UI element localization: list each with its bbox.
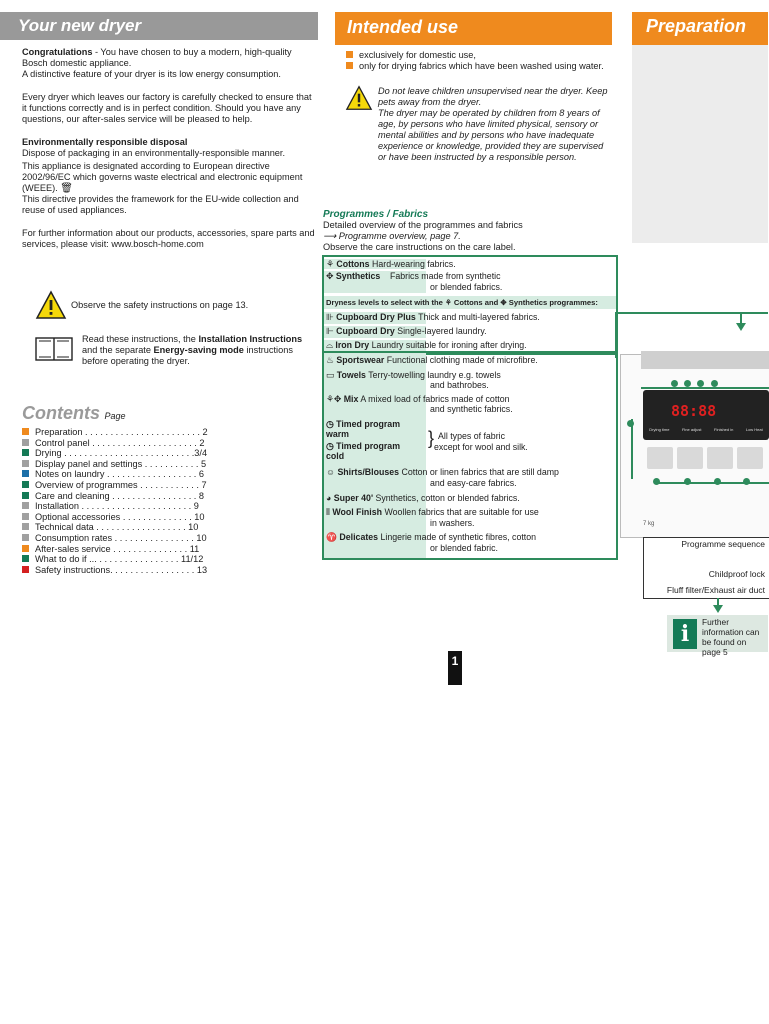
factory-text: Every dryer which leaves our factory is carefully checked to ensure that it functions correctly and is in perfect condition. Should you have any questions, our after-sales service will be pleased to help.	[22, 92, 312, 124]
contents-item-label: What to do if ... . . . . . . . . . . . . . . . . 11/12	[35, 554, 204, 565]
bullet-icon	[22, 481, 29, 488]
callout-dot	[714, 478, 721, 485]
label-fluff-filter: Fluff filter/Exhaust air duct	[666, 585, 765, 595]
arrow-down-icon	[713, 605, 723, 613]
info-icon: i	[673, 619, 697, 649]
warning-text-2: The dryer may be operated by children from 8 years of age, by persons who have limited physical, sensory or mental abilities and by persons who have inadequate experience or knowledge, provided they are supervised or have been instructed by a responsible person.	[378, 108, 604, 162]
contents-page-label: Page	[104, 411, 126, 421]
info-text: Further information can be found on page 5	[702, 617, 760, 657]
contents-item[interactable]	[22, 544, 242, 555]
programmes-intro-2: ⟶ Programme overview, page 7.	[323, 231, 461, 241]
callout-dot	[671, 380, 678, 387]
panel-button-4[interactable]	[737, 447, 763, 469]
contents-heading	[22, 403, 125, 424]
programmes-title: Programmes / Fabrics	[323, 209, 429, 220]
towels-icon: ▭	[326, 370, 335, 380]
info-box	[667, 615, 768, 657]
header-title: Your new dryer	[18, 16, 142, 35]
book-icon	[34, 335, 74, 368]
cottons-desc: Hard-wearing fabrics.	[372, 259, 456, 269]
contents-item-label: Overview of programmes . . . . . . . . . . . . 7	[35, 479, 207, 490]
warning-triangle-icon	[36, 291, 66, 324]
read-text-5: instructions before operating the dryer.	[82, 345, 293, 366]
contents-item[interactable]	[22, 512, 242, 523]
capacity-label: 7 kg	[643, 521, 655, 527]
header-your-new-dryer	[0, 12, 318, 40]
contents-item[interactable]	[22, 565, 242, 576]
weee-bin-icon: 🗑	[60, 183, 73, 194]
shirts-desc-1: Cotton or linen fabrics that are still damp	[401, 467, 559, 477]
wool-desc-2: in washers.	[430, 518, 475, 528]
callout-line	[641, 387, 769, 389]
panel-button-3[interactable]	[707, 447, 733, 469]
clock-icon: ◷	[326, 419, 334, 429]
programme-sportswear	[324, 355, 616, 365]
programmes-box-cottons-synthetics	[322, 255, 618, 355]
env-text-2: This appliance is designated according to European directive 2002/96/EC which governs waste electrical and electronic equipment (WEEE).	[22, 161, 303, 193]
use-item-1	[346, 50, 608, 61]
read-text-1: Read these instructions, the	[82, 334, 199, 344]
wool-desc-1: Woollen fabrics that are suitable for use	[384, 507, 539, 517]
shirts-name: Shirts/Blouses	[337, 467, 400, 477]
programme-towels	[324, 370, 616, 392]
connector-line	[615, 312, 768, 314]
delicates-icon: ♈	[326, 532, 337, 542]
programme-timed	[324, 419, 616, 463]
contents-list	[22, 427, 242, 575]
contents-item[interactable]	[22, 480, 242, 491]
contents-item[interactable]	[22, 501, 242, 512]
use-item-2	[346, 61, 608, 72]
panel-label-fine-adjust: Fine adjust	[681, 427, 702, 432]
further-info-text: For further information about our products, accessories, spare parts and services, please visit: www.bosch-home.com	[22, 228, 315, 249]
delicates-desc-1: Lingerie made of synthetic fibres, cotton	[380, 532, 537, 542]
display-digits-icon: 88:88	[671, 402, 717, 420]
arrow-down-icon	[736, 323, 746, 331]
delicates-desc-2: or blended fabric.	[430, 543, 498, 553]
timed-warm	[326, 419, 418, 439]
iron-name: Iron Dry	[335, 340, 370, 350]
mix-name: Mix	[343, 394, 359, 404]
panel-label-row	[643, 427, 769, 432]
callout-dot	[653, 478, 660, 485]
programmes-intro-3: Observe the care instructions on the care label.	[323, 242, 516, 252]
synthetics-desc-2: or blended fabrics.	[430, 282, 503, 292]
synthetics-desc-1: Fabrics made from synthetic	[390, 271, 501, 281]
callout-dot	[697, 380, 704, 387]
header-title: Intended use	[347, 17, 459, 37]
use-text-2: only for drying fabrics which have been washed using water.	[359, 61, 604, 71]
cup-name: Cupboard Dry	[336, 326, 395, 336]
connector-line	[615, 312, 617, 358]
programme-iron-dry	[324, 340, 616, 350]
programme-wool	[324, 507, 616, 529]
panel-label-drying-time: Drying time	[649, 427, 670, 432]
contents-item-label: Display panel and settings . . . . . . . . . . . 5	[35, 458, 207, 469]
control-panel-top	[641, 351, 769, 369]
shirts-desc-2: and easy-care fabrics.	[430, 478, 517, 488]
contents-item[interactable]	[22, 554, 242, 565]
wool-icon: ⦀	[326, 507, 330, 517]
contents-item-label: Drying . . . . . . . . . . . . . . . . . . . . . . . . . .3/4	[35, 448, 208, 459]
bullet-icon	[22, 523, 29, 530]
programme-cupboard-dry-plus	[324, 312, 616, 322]
contents-item[interactable]	[22, 448, 242, 459]
env-title: Environmentally responsible disposal	[22, 137, 188, 147]
synthetics-icon: ✥	[326, 271, 334, 281]
bullet-icon	[22, 502, 29, 509]
control-labels-box	[643, 537, 769, 599]
bullet-icon	[22, 428, 29, 435]
contents-item-label: Consumption rates . . . . . . . . . . . . . . . . 10	[35, 532, 207, 543]
read-text-3: and the separate	[82, 345, 154, 355]
dryness-heading: Dryness levels to select with the ⚘ Cottons and ✥ Synthetics programmes:	[324, 296, 616, 309]
towels-name: Towels	[336, 370, 366, 380]
preparation-image-area	[632, 45, 768, 243]
contents-item[interactable]	[22, 533, 242, 544]
cup-desc: Single-layered laundry.	[397, 326, 487, 336]
bullet-icon	[346, 51, 353, 58]
mix-icon: ⚘✥	[326, 394, 342, 404]
programmes-box-other	[322, 351, 618, 560]
read-instructions	[82, 334, 312, 367]
callout-dot	[684, 478, 691, 485]
sportswear-icon: ♨	[326, 355, 334, 365]
intro-section	[22, 47, 318, 250]
contents-title: Contents	[22, 403, 100, 423]
contents-item[interactable]	[22, 459, 242, 470]
warning-text-1: Do not leave children unsupervised near the dryer. Keep pets away from the dryer.	[378, 86, 608, 107]
callout-dot	[711, 380, 718, 387]
programme-cottons	[324, 259, 616, 269]
programme-shirts	[324, 467, 616, 489]
shirt-icon: ☺	[326, 467, 335, 477]
mix-desc-1: A mixed load of fabrics made of cotton	[360, 394, 510, 404]
contents-item-label: Control panel . . . . . . . . . . . . . . . . . . . . . 2	[35, 437, 205, 448]
env-text-3: This directive provides the framework for the EU-wide collection and reuse of used appliances.	[22, 194, 299, 215]
contents-item-label: Notes on laundry . . . . . . . . . . . . . . . . . . 6	[35, 469, 205, 480]
sports-desc: Functional clothing made of microfibre.	[386, 355, 538, 365]
timed-cold	[326, 441, 418, 461]
page-number: 1	[448, 651, 462, 685]
brace-icon: }	[428, 428, 435, 448]
display-panel	[643, 390, 769, 440]
panel-label-finished-in: Finished in	[714, 427, 734, 432]
programmes-intro-1: Detailed overview of the programmes and fabrics	[323, 220, 523, 230]
wool-name: Wool Finish	[332, 507, 383, 517]
cottons-name: Cottons	[336, 259, 370, 269]
mix-desc-2: and synthetic fabrics.	[430, 404, 513, 414]
cupplus-name: Cupboard Dry Plus	[336, 312, 416, 322]
contents-item[interactable]	[22, 491, 242, 502]
bullet-icon	[22, 492, 29, 499]
header-title: Preparation	[646, 16, 747, 36]
read-text-4: Energy-saving mode	[153, 345, 244, 355]
bullet-icon	[22, 439, 29, 446]
contents-item-label: Technical data . . . . . . . . . . . . . . . . . . 10	[35, 522, 199, 533]
env-text-1: Dispose of packaging in an environmentally-responsible manner.	[22, 148, 286, 158]
cold-name: Timed program cold	[326, 441, 401, 461]
super-name: Super 40'	[333, 493, 374, 503]
callout-line	[631, 419, 633, 479]
warning-triangle-icon	[346, 85, 372, 116]
children-warning	[378, 86, 610, 163]
warm-name: Timed program warm	[326, 419, 401, 439]
towels-desc-1: Terry-towelling laundry e.g. towels	[368, 370, 501, 380]
cupplus-desc: Thick and multi-layered fabrics.	[418, 312, 540, 322]
congrats-bold: Congratulations	[22, 47, 93, 57]
contents-item-label: After-sales service . . . . . . . . . . . . . . . 11	[35, 543, 200, 554]
sports-name: Sportswear	[336, 355, 385, 365]
control-panel-illustration	[620, 354, 769, 538]
safety-note: Observe the safety instructions on page 13.	[71, 300, 249, 310]
programme-mix	[324, 394, 616, 416]
distinctive-text: A distinctive feature of your dryer is its low energy consumption.	[22, 69, 281, 79]
timed-desc-2: except for wool and silk.	[434, 442, 528, 452]
congrats-text: - You have chosen to buy a modern, high-quality Bosch domestic appliance.	[22, 47, 292, 68]
contents-item-label: Preparation . . . . . . . . . . . . . . . . . . . . . . . 2	[35, 427, 208, 437]
towels-desc-2: and bathrobes.	[430, 380, 489, 390]
panel-button-1[interactable]	[647, 447, 673, 469]
synthetics-name: Synthetics	[335, 271, 381, 281]
callout-line	[657, 482, 769, 484]
panel-label-low-heat: Low Heat	[745, 427, 763, 432]
cottons-icon: ⚘	[326, 259, 334, 269]
bullet-icon	[22, 566, 29, 573]
contents-item-label: Optional accessories . . . . . . . . . . . . . . 10	[35, 511, 205, 522]
contents-item[interactable]	[22, 438, 242, 449]
label-childproof-lock: Childproof lock	[708, 569, 765, 579]
callout-dot	[743, 478, 750, 485]
bullet-icon	[22, 460, 29, 467]
callout-dot	[627, 420, 634, 427]
use-text-1: exclusively for domestic use,	[359, 50, 476, 60]
contents-item-label: Care and cleaning . . . . . . . . . . . . . . . . . 8	[35, 490, 205, 501]
contents-item[interactable]	[22, 469, 242, 480]
panel-button-2[interactable]	[677, 447, 703, 469]
timed-desc-1: All types of fabric	[438, 431, 505, 441]
bullet-icon	[346, 62, 353, 69]
super-desc: Synthetics, cotton or blended fabrics.	[375, 493, 520, 503]
iron-icon: ⌓	[326, 340, 333, 350]
cupboard-icon: ⊩	[326, 326, 334, 336]
programme-super40	[324, 493, 616, 503]
iron-desc: Laundry suitable for ironing after drying.	[371, 340, 527, 350]
contents-item[interactable]	[22, 522, 242, 533]
label-programme-sequence: Programme sequence	[681, 539, 765, 549]
header-preparation	[632, 12, 768, 45]
bullet-icon	[22, 534, 29, 541]
cupboard-plus-icon: ⊪	[326, 312, 334, 322]
read-text-2: Installation Instructions	[198, 334, 303, 344]
contents-item[interactable]	[22, 427, 242, 438]
bullet-icon	[22, 555, 29, 562]
contents-item-label: Safety instructions. . . . . . . . . . . . . . . . . 13	[35, 564, 208, 575]
programme-synthetics	[324, 271, 616, 293]
programme-delicates	[324, 532, 616, 554]
bullet-icon	[22, 470, 29, 477]
contents-item-label: Installation . . . . . . . . . . . . . . . . . . . . . . 9	[35, 501, 199, 512]
programmes-intro	[323, 209, 618, 253]
bullet-icon	[22, 513, 29, 520]
bullet-icon	[22, 449, 29, 456]
super-icon: ◕	[326, 493, 332, 503]
intended-use-list	[346, 50, 608, 72]
bullet-icon	[22, 545, 29, 552]
clock-icon: ◷	[326, 441, 334, 451]
delicates-name: Delicates	[339, 532, 379, 542]
programme-cupboard-dry	[324, 326, 616, 336]
callout-dot	[684, 380, 691, 387]
header-intended-use	[335, 12, 612, 45]
